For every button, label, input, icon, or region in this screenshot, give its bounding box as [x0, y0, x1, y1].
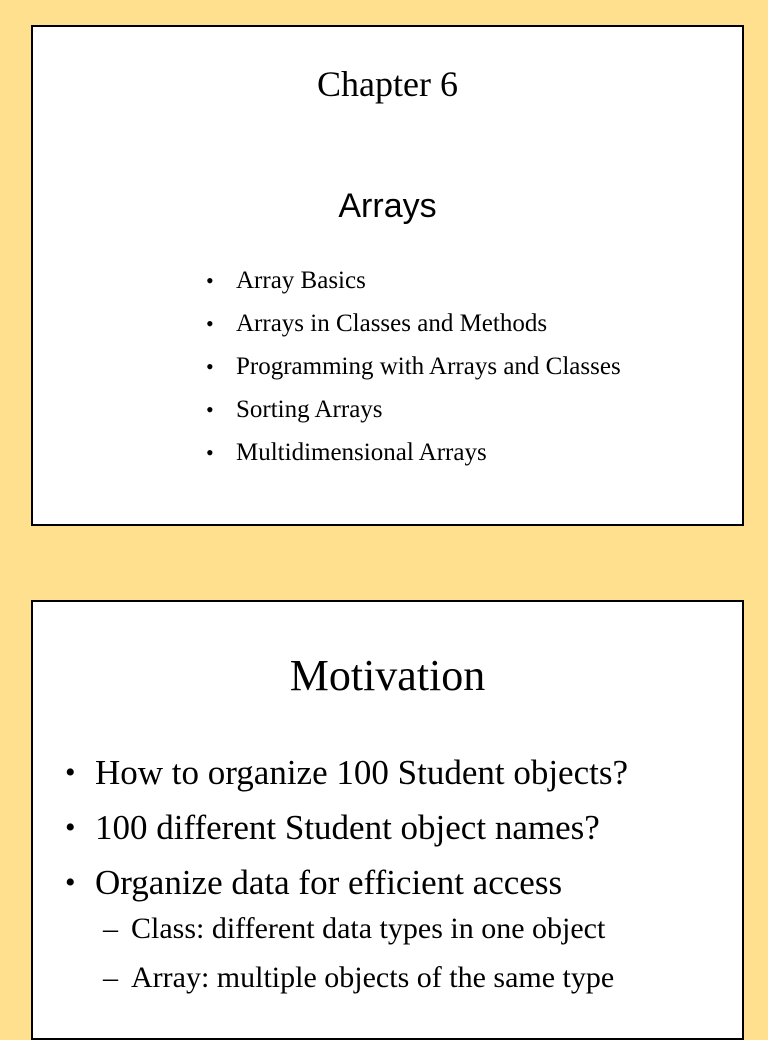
topic-text: Array Basics — [236, 267, 366, 294]
list-item — [65, 750, 735, 795]
bullet-icon: • — [206, 397, 214, 422]
sub-item-text: Array: multiple objects of the same type — [131, 961, 615, 994]
topic-list — [206, 263, 646, 478]
slide-title: Motivation — [289, 651, 486, 700]
motivation-text: How to organize 100 Student objects? — [95, 753, 628, 792]
list-item — [65, 860, 735, 998]
list-item — [206, 263, 646, 299]
sub-item-text: Class: different data types in one object — [131, 912, 606, 945]
motivation-text: Organize data for efficient access — [95, 863, 563, 902]
dash-icon: – — [103, 912, 118, 945]
chapter-heading: Chapter 6 — [317, 64, 458, 104]
bullet-icon: • — [206, 440, 214, 465]
list-item — [206, 435, 646, 471]
motivation-list — [65, 750, 735, 1008]
slide-motivation — [31, 600, 744, 1040]
bullet-icon: • — [206, 268, 214, 293]
bullet-icon: • — [206, 311, 214, 336]
list-item — [65, 805, 735, 850]
bullet-icon: • — [65, 811, 76, 844]
list-item — [206, 306, 646, 342]
sub-list-item — [103, 958, 735, 998]
slide-chapter-6 — [31, 25, 744, 526]
bullet-icon: • — [65, 756, 76, 789]
dash-icon: – — [103, 961, 118, 994]
bullet-icon: • — [206, 354, 214, 379]
sub-list — [95, 909, 735, 998]
topic-text: Arrays in Classes and Methods — [236, 310, 548, 337]
topic-text: Programming with Arrays and Classes — [236, 353, 621, 380]
slide-subtitle: Arrays — [338, 187, 437, 225]
list-item — [206, 392, 646, 428]
motivation-text: 100 different Student object names? — [95, 808, 600, 847]
topic-text: Sorting Arrays — [236, 396, 383, 423]
bullet-icon: • — [65, 866, 76, 899]
topic-text: Multidimensional Arrays — [236, 439, 487, 466]
sub-list-item — [103, 909, 735, 949]
list-item — [206, 349, 646, 385]
